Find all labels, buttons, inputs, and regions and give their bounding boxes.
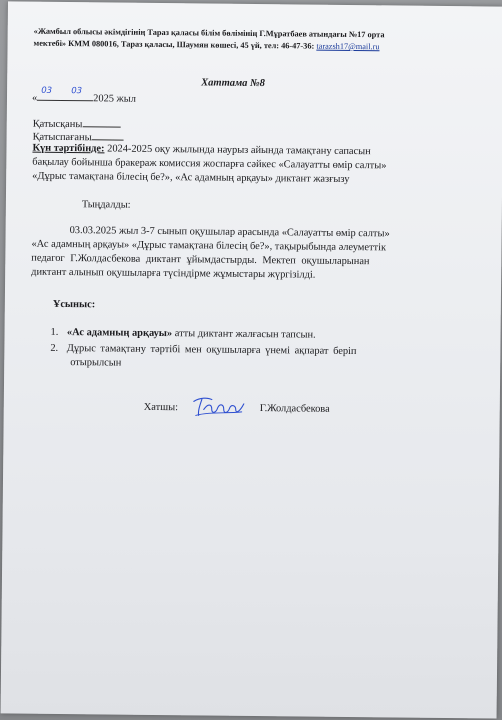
date-month-field bbox=[61, 86, 93, 101]
heard-line-4: диктант алынып оқушыларға түсіндірме жұмыстары жүргізілді. bbox=[31, 266, 316, 281]
signature-label: Хатшы: bbox=[143, 401, 179, 414]
heard-line-2: «Ас адамның арқауы» «Дұрыс тамақтана білесің бе?», тақырыбында әлеуметтік bbox=[31, 238, 387, 254]
document-sheet bbox=[1, 1, 502, 718]
signatory-name: Г.Жолдасбекова bbox=[259, 403, 330, 415]
school-email: tarazsh17@mail.ru bbox=[316, 41, 380, 52]
agenda-line-1: Күн тәртібінде: 2024-2025 оқу жылында наурыз айында тамақтану сапасын bbox=[32, 142, 371, 158]
agenda-line-2: бақылау бойынша бракераж комиссия жоспарға сәйкес «Салауатты өмір салты» bbox=[32, 156, 387, 172]
heard-line-3: педагог Г.Жолдасбекова диктант ұйымдастырды. Мектеп оқушыларынан bbox=[31, 252, 370, 268]
handwritten-signature bbox=[190, 391, 250, 420]
date-month-handwritten: 03 bbox=[71, 86, 83, 97]
date-day-field bbox=[37, 85, 61, 101]
agenda-label: Күн тәртібінде: bbox=[32, 142, 105, 155]
attendance-absent-field bbox=[92, 129, 124, 140]
heard-label: Тыңдалды: bbox=[81, 199, 131, 211]
attendance-absent-label: Қатыспағаны bbox=[32, 131, 92, 144]
agenda-line-3: «Дұрыс тамақтана білесің бе?», «Ас адамның арқауы» диктант жазғызу bbox=[32, 170, 350, 185]
document-date: « 03 03 2025 жыл bbox=[31, 85, 136, 105]
school-header-line2 bbox=[34, 38, 380, 54]
document-title: Хаттама №8 bbox=[201, 77, 265, 90]
school-address: мектебі» КММ 080016, Тараз қаласы, Шаумян көшесі, 45 үй, тел: 46-47-36: bbox=[33, 38, 315, 51]
proposal-item-1: 1. «Ас адамның арқауы» атты диктант жалғасын тапсын. bbox=[50, 326, 316, 341]
proposal-label: Ұсыныс: bbox=[52, 298, 96, 311]
heard-line-1: 03.03.2025 жыл 3-7 сынып оқушылар арасында «Салауатты өмір салты» bbox=[69, 225, 390, 240]
proposal-item-2-cont: отырылсын bbox=[70, 357, 122, 369]
school-header-line1: «Жамбыл облысы әкімдігінің Тараз қаласы білім бөлімінің Г.Мұратбаев атындағы №17 орта bbox=[33, 26, 385, 40]
proposal-item-2: 2. Дұрыс тамақтану тәртібі мен оқушыларға үнемі ақпарат беріп bbox=[50, 342, 357, 358]
date-day-handwritten: 03 bbox=[41, 85, 53, 96]
date-year: 2025 жыл bbox=[93, 93, 136, 105]
attendance-present-field bbox=[82, 116, 120, 127]
attendance-present-label: Қатысқаны bbox=[32, 118, 83, 131]
